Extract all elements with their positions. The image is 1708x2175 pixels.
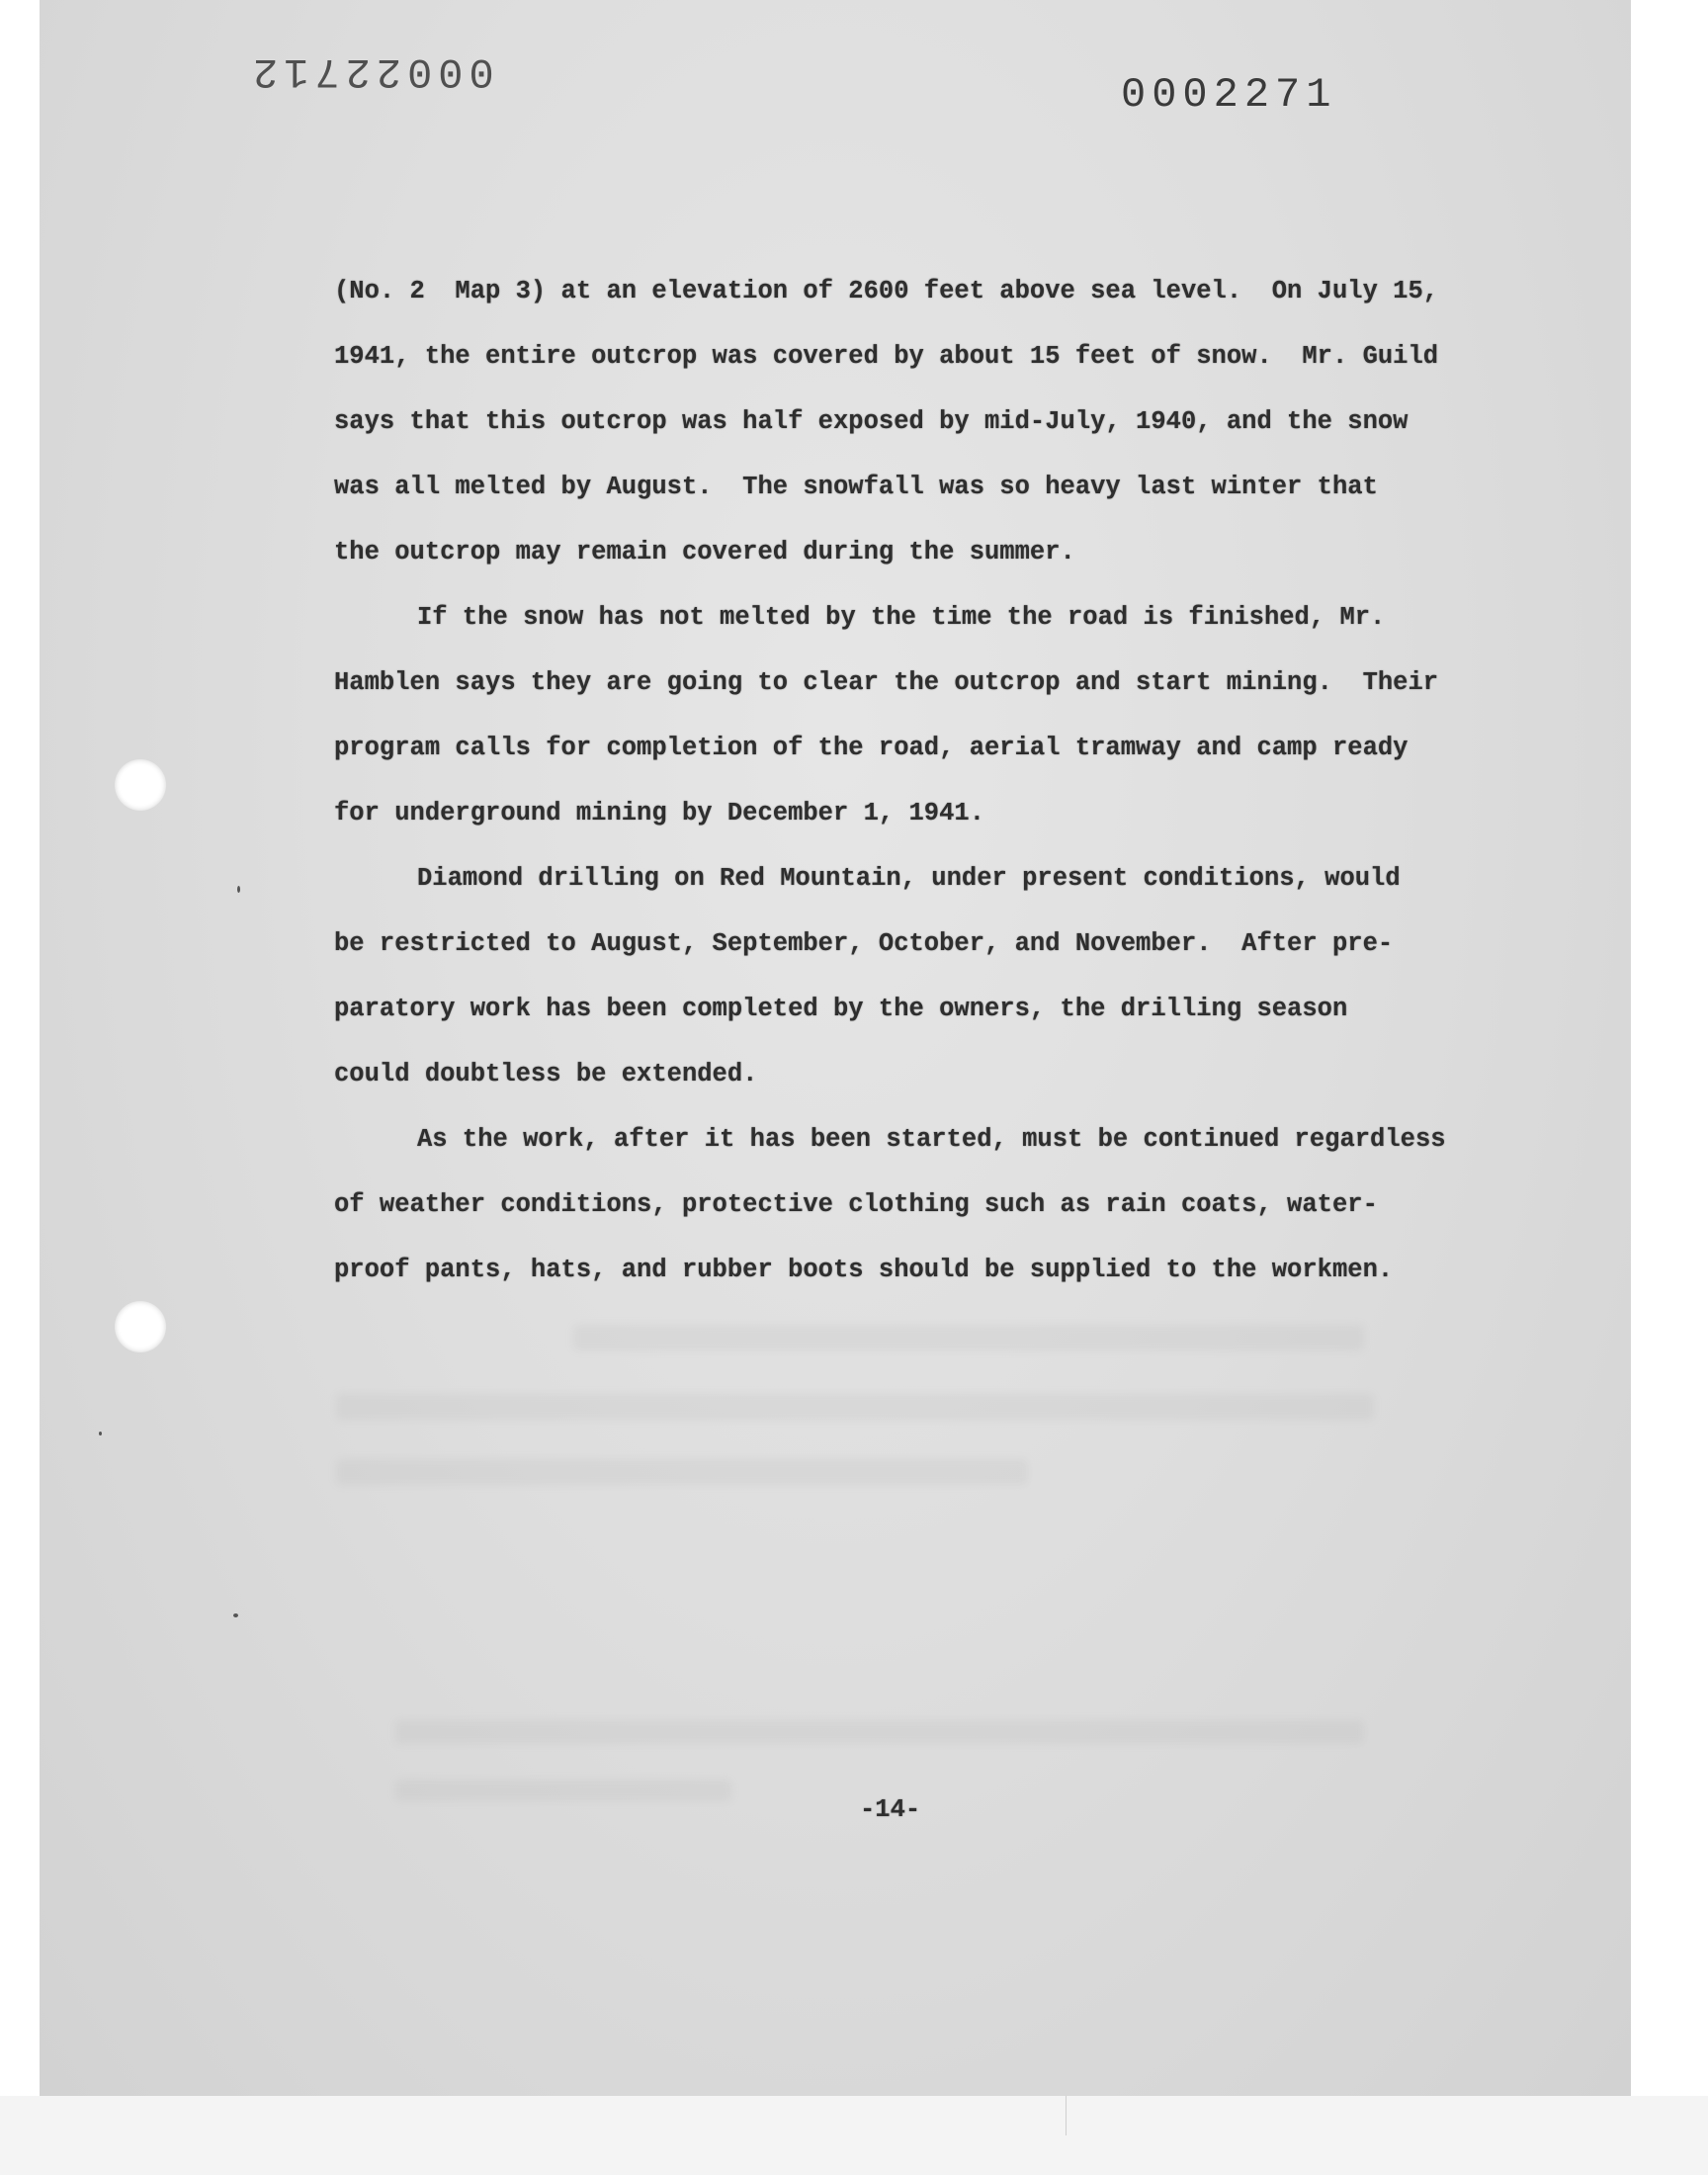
- text-line: 1941, the entire outcrop was covered by about 15 feet of snow. Mr. Guild: [334, 342, 1439, 371]
- speck: [233, 1613, 238, 1617]
- bleed-through-mark: [395, 1780, 731, 1801]
- text-line: says that this outcrop was half exposed by mid-July, 1940, and the snow: [334, 407, 1409, 436]
- document-stamp-upside-down: 00022712: [247, 47, 494, 95]
- text-line: for underground mining by December 1, 1941.: [334, 799, 985, 827]
- speck: [99, 1432, 102, 1436]
- text-line: paratory work has been completed by the owners, the drilling season: [334, 995, 1348, 1023]
- punch-hole: [115, 1301, 166, 1352]
- scan-margin: [0, 2096, 1708, 2175]
- text-line: program calls for completion of the road, aerial tramway and camp ready: [334, 734, 1409, 762]
- text-line: If the snow has not melted by the time the road is finished, Mr.: [417, 603, 1386, 632]
- document-body: [334, 259, 1609, 1303]
- text-line: proof pants, hats, and rubber boots should be supplied to the workmen.: [334, 1256, 1394, 1284]
- punch-hole: [115, 759, 166, 811]
- document-stamp-id: 0002271: [1121, 71, 1337, 119]
- page-number: -14-: [860, 1795, 921, 1824]
- text-line: Diamond drilling on Red Mountain, under present conditions, would: [417, 864, 1401, 893]
- text-line: could doubtless be extended.: [334, 1060, 758, 1088]
- bleed-through-mark: [336, 1394, 1374, 1420]
- text-line: the outcrop may remain covered during the summer.: [334, 538, 1075, 566]
- speck: [237, 886, 240, 893]
- text-line: be restricted to August, September, October, and November. After pre-: [334, 929, 1394, 958]
- bleed-through-mark: [395, 1720, 1364, 1744]
- text-line: (No. 2 Map 3) at an elevation of 2600 feet above sea level. On July 15,: [334, 277, 1439, 305]
- text-line: Hamblen says they are going to clear the outcrop and start mining. Their: [334, 668, 1439, 697]
- divider: [1066, 2096, 1067, 2135]
- bleed-through-mark: [336, 1459, 1028, 1485]
- text-line: of weather conditions, protective clothing such as rain coats, water-: [334, 1190, 1378, 1219]
- text-line: was all melted by August. The snowfall was so heavy last winter that: [334, 473, 1378, 501]
- text-line: As the work, after it has been started, must be continued regardless: [417, 1125, 1446, 1154]
- bleed-through-mark: [573, 1325, 1364, 1350]
- document-page: [40, 0, 1631, 2096]
